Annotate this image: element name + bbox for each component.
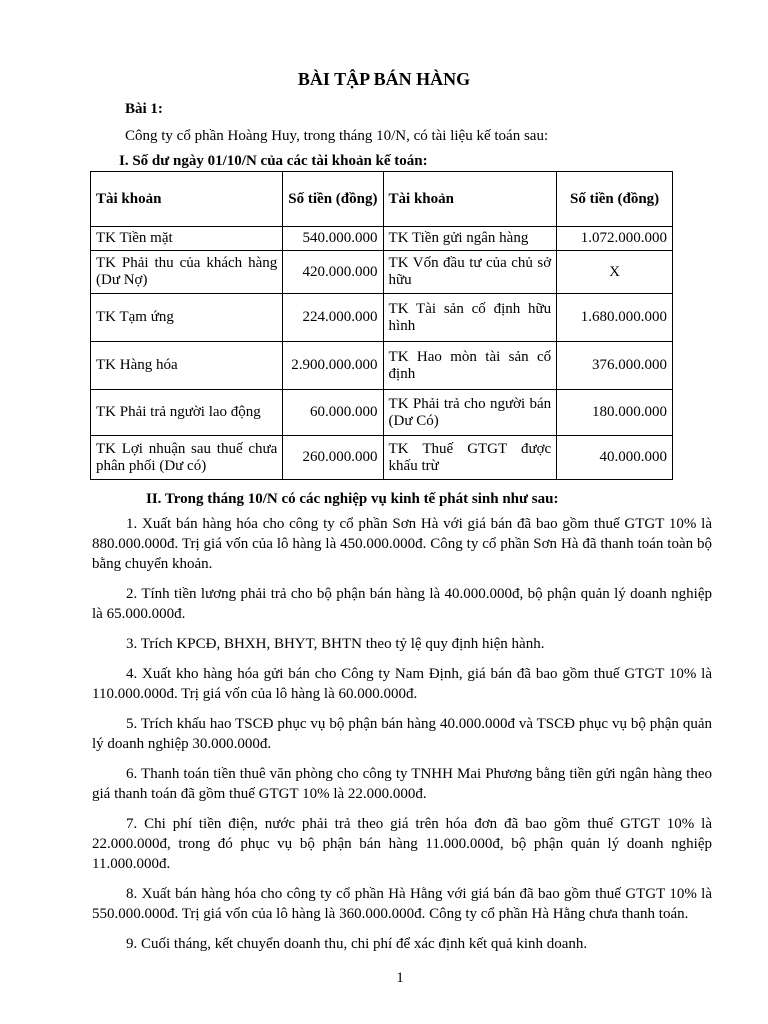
transaction-item: 6. Thanh toán tiền thuê văn phòng cho công ty TNHH Mai Phương bằng tiền gửi ngân hàng theo giá thanh toán đã gồm thuế GTGT 10% là 22.000.000đ. — [92, 766, 712, 802]
opening-balance-table — [90, 171, 673, 480]
transaction-item: 8. Xuất bán hàng hóa cho công ty cổ phần Hà Hằng với giá bán đã bao gồm thuế GTGT 10% là 550.000.000đ. Trị giá vốn của lô hàng là 360.000.000đ. Công ty cổ phần Hà Hằng chưa thanh toán. — [92, 886, 712, 922]
table-row — [91, 390, 673, 436]
exercise-label: Bài 1: — [125, 101, 163, 117]
account-name-cell: TK Tài sản cố định hữu hình — [383, 294, 557, 342]
transaction-item: 3. Trích KPCĐ, BHXH, BHYT, BHTN theo tỷ lệ quy định hiện hành. — [126, 636, 545, 652]
table-header-cell: Số tiền (đồng) — [557, 172, 673, 227]
amount-cell: 1.680.000.000 — [557, 294, 673, 342]
amount-cell: 540.000.000 — [283, 227, 383, 251]
transaction-list — [92, 514, 712, 964]
table-row — [91, 342, 673, 390]
account-name-cell: TK Tiền gửi ngân hàng — [383, 227, 557, 251]
intro-text: Công ty cổ phần Hoàng Huy, trong tháng 10/N, có tài liệu kế toán sau: — [125, 128, 549, 144]
table-header-cell: Tài khoản — [91, 172, 283, 227]
account-name-cell: TK Hao mòn tài sản cố định — [383, 342, 557, 390]
table-header-row — [91, 172, 673, 227]
section1-heading: I. Số dư ngày 01/10/N của các tài khoản kế toán: — [119, 153, 428, 169]
account-name-cell: TK Phải trả người lao động — [91, 390, 283, 436]
transaction-item: 2. Tính tiền lương phải trả cho bộ phận bán hàng là 40.000.000đ, bộ phận quản lý doanh nghiệp là 65.000.000đ. — [92, 586, 712, 622]
account-name-cell: TK Thuế GTGT được khấu trừ — [383, 436, 557, 480]
account-name-cell: TK Vốn đầu tư của chủ sở hữu — [383, 251, 557, 294]
account-name-cell: TK Phải thu của khách hàng (Dư Nợ) — [91, 251, 283, 294]
page-number: 1 — [396, 970, 404, 986]
amount-cell: 40.000.000 — [557, 436, 673, 480]
document-title: BÀI TẬP BÁN HÀNG — [297, 69, 471, 89]
transaction-item: 9. Cuối tháng, kết chuyển doanh thu, chi phí để xác định kết quả kinh doanh. — [126, 936, 588, 952]
amount-cell: 1.072.000.000 — [557, 227, 673, 251]
table-header-cell: Số tiền (đồng) — [283, 172, 383, 227]
transaction-item: 4. Xuất kho hàng hóa gửi bán cho Công ty Nam Định, giá bán đã bao gồm thuế GTGT 10% là 110.000.000đ. Trị giá vốn của lô hàng là 60.000.000đ. — [92, 666, 712, 702]
amount-cell: 420.000.000 — [283, 251, 383, 294]
amount-cell: 224.000.000 — [283, 294, 383, 342]
amount-cell: 60.000.000 — [283, 390, 383, 436]
table-row — [91, 227, 673, 251]
account-name-cell: TK Phải trả cho người bán (Dư Có) — [383, 390, 557, 436]
table-row — [91, 436, 673, 480]
amount-cell: 2.900.000.000 — [283, 342, 383, 390]
table-row — [91, 294, 673, 342]
transaction-item: 7. Chi phí tiền điện, nước phải trả theo giá trên hóa đơn đã bao gồm thuế GTGT 10% là 22.000.000đ, trong đó phục vụ bộ phận bán hàng 11.000.000đ, bộ phận quản lý doanh nghiệp 11.000.000đ. — [92, 816, 712, 872]
account-name-cell: TK Tạm ứng — [91, 294, 283, 342]
account-name-cell: TK Tiền mặt — [91, 227, 283, 251]
account-name-cell: TK Lợi nhuận sau thuế chưa phân phối (Dư có) — [91, 436, 283, 480]
section2-heading: II. Trong tháng 10/N có các nghiệp vụ kinh tế phát sinh như sau: — [146, 491, 559, 507]
account-name-cell: TK Hàng hóa — [91, 342, 283, 390]
table-header-cell: Tài khoản — [383, 172, 557, 227]
amount-cell: X — [557, 251, 673, 294]
table-row — [91, 251, 673, 294]
amount-cell: 180.000.000 — [557, 390, 673, 436]
amount-cell: 260.000.000 — [283, 436, 383, 480]
transaction-item: 5. Trích khấu hao TSCĐ phục vụ bộ phận bán hàng 40.000.000đ và TSCĐ phục vụ bộ phận quản lý doanh nghiệp 30.000.000đ. — [92, 716, 712, 752]
amount-cell: 376.000.000 — [557, 342, 673, 390]
transaction-item: 1. Xuất bán hàng hóa cho công ty cổ phần Sơn Hà với giá bán đã bao gồm thuế GTGT 10% là 880.000.000đ. Trị giá vốn của lô hàng là 450.000.000đ. Công ty cổ phần Sơn Hà đã thanh toán toàn bộ bằng chuyển khoản. — [92, 516, 712, 572]
